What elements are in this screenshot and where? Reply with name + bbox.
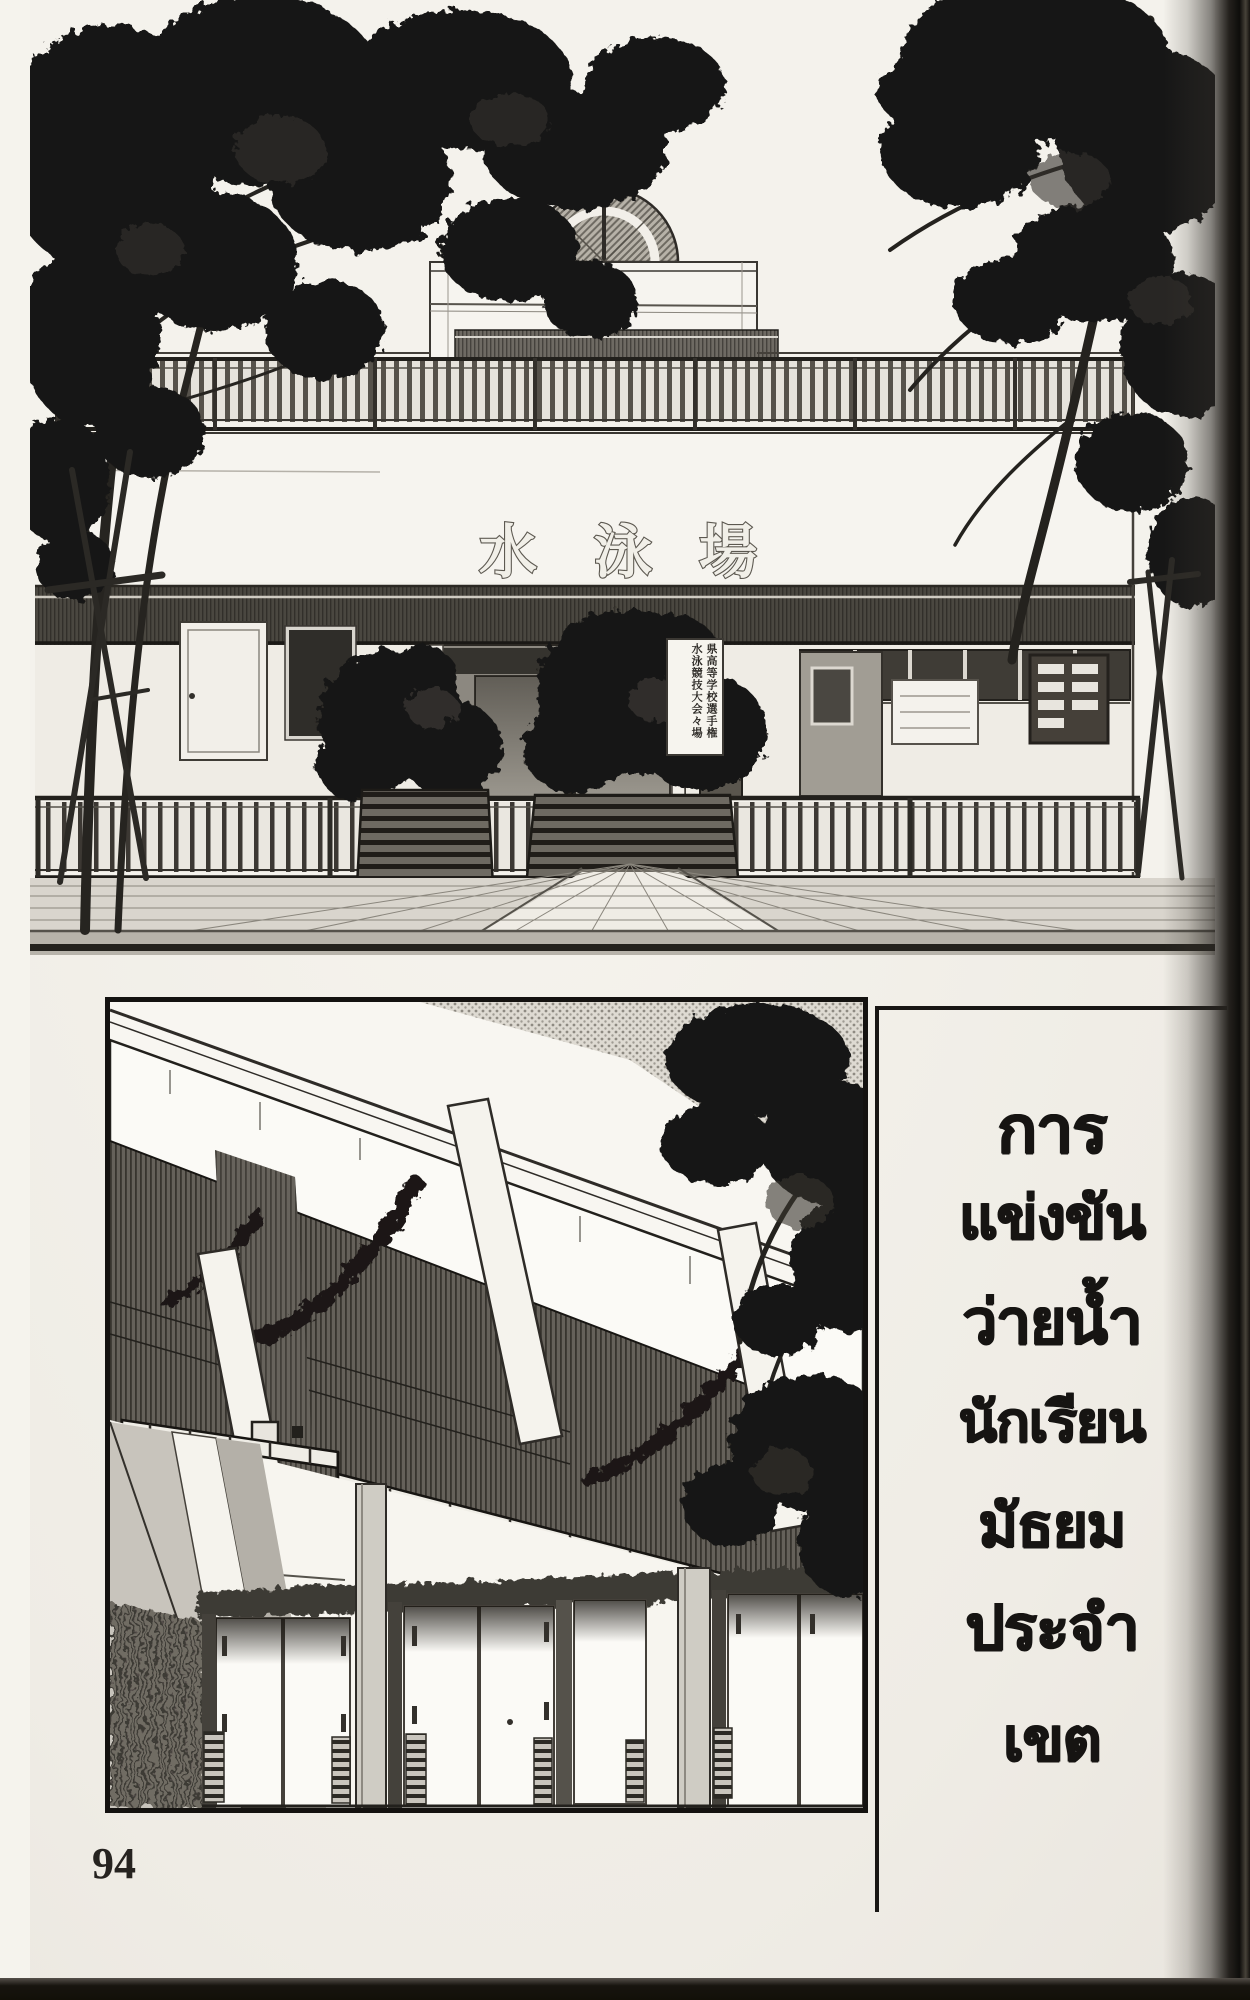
- entrance-sign: [666, 638, 724, 756]
- page-number: 94: [92, 1839, 136, 1888]
- panel-pool-building: [30, 0, 1215, 955]
- book-spine-shadow: [1163, 0, 1250, 2000]
- pool-building-art: [30, 0, 1215, 955]
- caption-line: เขต: [1003, 1706, 1101, 1773]
- side-door: [800, 652, 882, 796]
- page-bottom-edge: [0, 1978, 1250, 2000]
- stadium-art: [110, 1002, 863, 1808]
- service-door: [180, 622, 267, 760]
- rooftop-railing: [55, 358, 1135, 430]
- road: [30, 930, 1215, 955]
- caption-line: ว่ายน้ำ: [962, 1288, 1142, 1357]
- entrance-sign-column: 水泳競技大会々場: [690, 643, 703, 739]
- door-knob: [189, 693, 195, 699]
- wall-box-small: [292, 1426, 303, 1438]
- building-sign-char: 場: [698, 520, 758, 585]
- entrance-sign-column: 県高等学校選手権: [705, 643, 717, 739]
- page-left-margin: [0, 0, 30, 2000]
- shadow-brush: [110, 1602, 205, 1808]
- caption-line: มัธยม: [978, 1492, 1126, 1559]
- notice-board: [892, 680, 978, 744]
- bulletin-board: [1030, 655, 1108, 743]
- building-sign-char: 水: [478, 520, 538, 585]
- building-sign-char: 泳: [593, 520, 653, 585]
- caption-line: การ: [997, 1092, 1107, 1166]
- caption-line: แข่งขัน: [958, 1184, 1145, 1251]
- caption-line: ประจำ: [965, 1594, 1139, 1663]
- sign-wall: [55, 432, 1135, 585]
- caption-line: นักเรียน: [958, 1390, 1146, 1453]
- panel-stadium-underside: [105, 997, 868, 1813]
